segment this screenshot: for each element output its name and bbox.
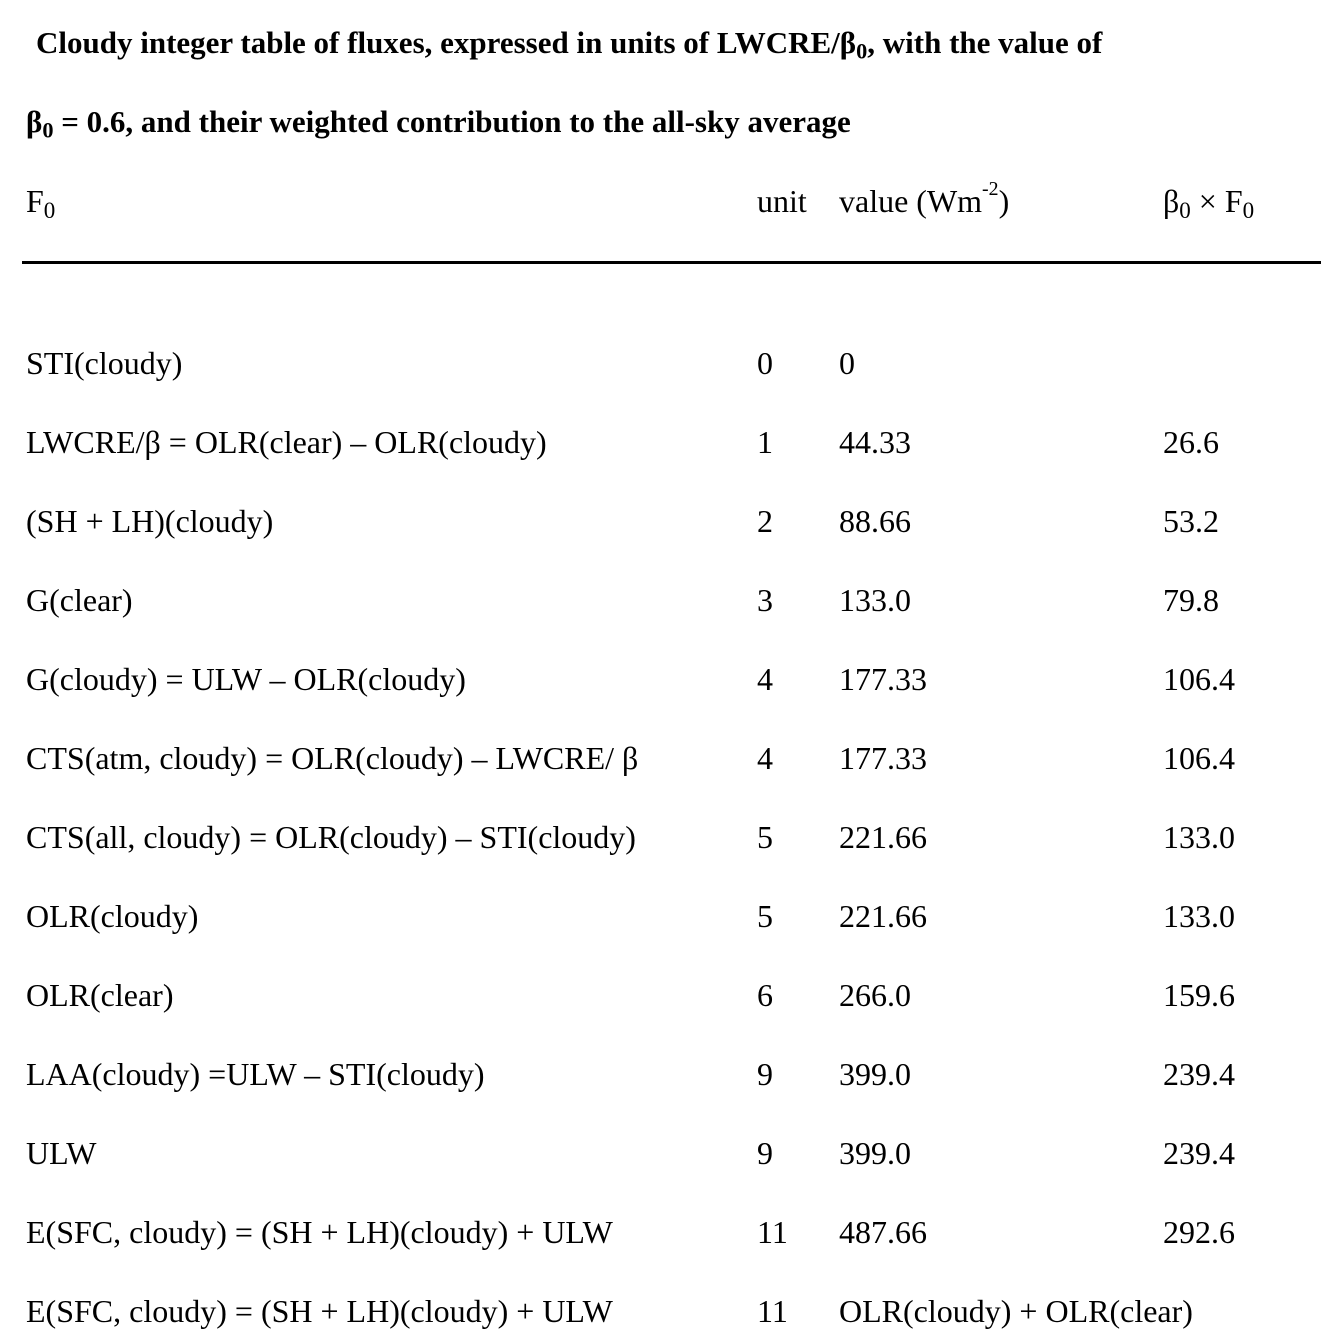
caption-text: Cloudy integer table of fluxes, expressed in units of LWCRE/β: [36, 25, 857, 60]
weighted-cell: 133.0: [1163, 898, 1235, 934]
header-flux: [26, 183, 56, 223]
table-caption-line-1: [36, 25, 1103, 64]
value-cell: 133.0: [839, 582, 911, 618]
weighted-cell: 292.6: [1163, 1214, 1235, 1250]
flux-cell: E(SFC, cloudy) = (SH + LH)(cloudy) + ULW: [26, 1293, 613, 1329]
header-weighted: [1163, 183, 1255, 223]
table-caption-line-2: [26, 104, 851, 143]
unit-cell: 9: [757, 1135, 773, 1171]
value-cell: 399.0: [839, 1056, 911, 1092]
header-rule: [22, 261, 1321, 264]
caption-subscript: 0: [42, 117, 54, 143]
header-value: [839, 178, 1010, 219]
unit-cell: 4: [757, 740, 773, 776]
value-cell: 44.33: [839, 424, 911, 460]
unit-cell: 5: [757, 819, 773, 855]
unit-cell: 9: [757, 1056, 773, 1092]
unit-cell: 5: [757, 898, 773, 934]
unit-cell: 2: [757, 503, 773, 539]
header-weighted-text: × F: [1190, 183, 1243, 219]
flux-cell: CTS(atm, cloudy) = OLR(cloudy) – LWCRE/ β: [26, 740, 639, 776]
caption-text: , with the value of: [867, 25, 1103, 60]
value-cell: 399.0: [839, 1135, 911, 1171]
value-cell: 487.66: [839, 1214, 927, 1250]
value-cell: 0: [839, 345, 855, 381]
flux-cell: E(SFC, cloudy) = (SH + LH)(cloudy) + ULW: [26, 1214, 613, 1250]
weighted-cell: 26.6: [1163, 424, 1219, 460]
weighted-cell: 159.6: [1163, 977, 1235, 1013]
value-cell: 177.33: [839, 740, 927, 776]
flux-cell: G(clear): [26, 582, 133, 618]
weighted-cell: 53.2: [1163, 503, 1219, 539]
caption-subscript: 0: [856, 38, 868, 64]
weighted-cell: 106.4: [1163, 740, 1235, 776]
weighted-cell: 79.8: [1163, 582, 1219, 618]
flux-cell: CTS(all, cloudy) = OLR(cloudy) – STI(cloudy): [26, 819, 636, 855]
unit-cell: 3: [757, 582, 773, 618]
value-cell: 177.33: [839, 661, 927, 697]
caption-text: = 0.6, and their weighted contribution to the all-sky average: [53, 104, 851, 139]
unit-cell: 0: [757, 345, 773, 381]
flux-cell: ULW: [26, 1135, 97, 1171]
header-value-text: value (Wm: [839, 183, 983, 219]
value-cell: 266.0: [839, 977, 911, 1013]
flux-cell: STI(cloudy): [26, 345, 183, 381]
value-cell: 221.66: [839, 819, 927, 855]
caption-text: β: [26, 104, 43, 139]
flux-cell: OLR(cloudy): [26, 898, 199, 934]
flux-cell: LWCRE/β = OLR(clear) – OLR(cloudy): [26, 424, 547, 460]
header-weighted-beta: β: [1163, 183, 1180, 219]
weighted-cell: 106.4: [1163, 661, 1235, 697]
header-value-superscript: -2: [982, 178, 999, 201]
flux-cell: LAA(cloudy) =ULW – STI(cloudy): [26, 1056, 485, 1092]
flux-cell: (SH + LH)(cloudy): [26, 503, 274, 539]
value-cell: OLR(cloudy) + OLR(clear): [839, 1293, 1193, 1329]
unit-cell: 1: [757, 424, 773, 460]
weighted-cell: 133.0: [1163, 819, 1235, 855]
value-cell: 88.66: [839, 503, 911, 539]
header-value-close: ): [998, 183, 1010, 219]
unit-cell: 4: [757, 661, 773, 697]
unit-cell: 11: [757, 1293, 788, 1329]
header-flux-subscript: 0: [43, 196, 56, 223]
header-unit: unit: [757, 183, 807, 219]
header-weighted-beta-subscript: 0: [1179, 196, 1191, 223]
weighted-cell: 239.4: [1163, 1135, 1235, 1171]
weighted-cell: 239.4: [1163, 1056, 1235, 1092]
header-weighted-f-subscript: 0: [1242, 196, 1255, 223]
unit-cell: 11: [757, 1214, 788, 1250]
flux-cell: OLR(clear): [26, 977, 174, 1013]
unit-cell: 6: [757, 977, 773, 1013]
value-cell: 221.66: [839, 898, 927, 934]
flux-cell: G(cloudy) = ULW – OLR(cloudy): [26, 661, 466, 697]
header-flux-text: F: [26, 183, 44, 219]
